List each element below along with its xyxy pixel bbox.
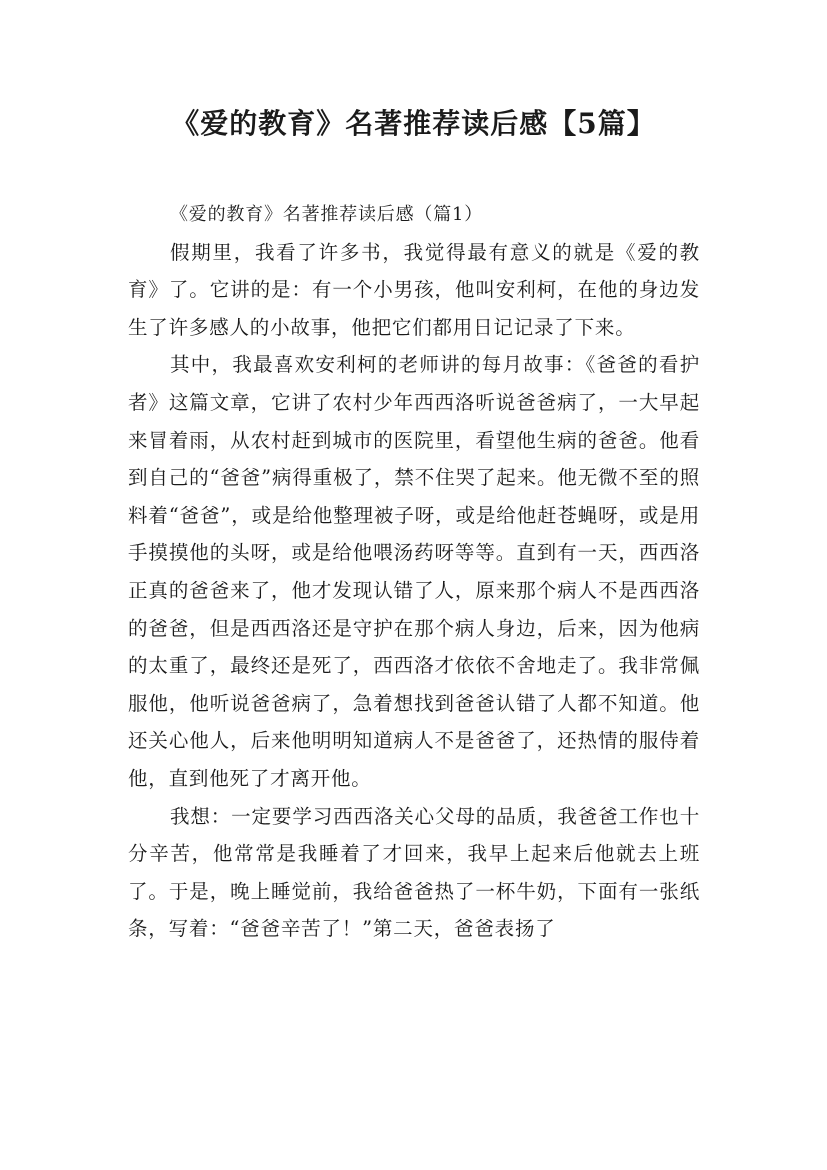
paragraph: 我想：一定要学习西西洛关心父母的品质，我爸爸工作也十分辛苦，他常常是我睡着了才回来，我早上起来后他就去上班了。于是，晚上睡觉前，我给爸爸热了一杯牛奶，下面有一张纸条，写着：“爸爸辛苦了！”第二天，爸爸表扬了 <box>128 804 700 941</box>
document-title: 《爱的教育》名著推荐读后感【5篇】 <box>171 107 656 140</box>
document-body <box>128 196 700 948</box>
paragraph: 假期里，我看了许多书，我觉得最有意义的就是《爱的教育》了。它讲的是：有一个小男孩，他叫安利柯，在他的身边发生了许多感人的小故事，他把它们都用日记记录了下来。 <box>128 240 700 339</box>
section-heading: 《爱的教育》名著推荐读后感（篇1） <box>170 204 484 225</box>
paragraph: 其中，我最喜欢安利柯的老师讲的每月故事：《爸爸的看护者》这篇文章，它讲了农村少年西西洛听说爸爸病了，一大早起来冒着雨，从农村赶到城市的医院里，看望他生病的爸爸。他看到自己的“爸爸”病得重极了，禁不住哭了起来。他无微不至的照料着“爸爸”，或是给他整理被子呀，或是给他赶苍蝇呀，或是用手摸摸他的头呀，或是给他喂汤药呀等等。直到有一天，西西洛正真的爸爸来了，他才发现认错了人，原来那个病人不是西西洛的爸爸，但是西西洛还是守护在那个病人身边，后来，因为他病的太重了，最终还是死了，西西洛才依依不舍地走了。我非常佩服他，他听说爸爸病了，急着想找到爸爸认错了人都不知道。他还关心他人，后来他明明知道病人不是爸爸了，还热情的服侍着他，直到他死了才离开他。 <box>128 353 700 790</box>
